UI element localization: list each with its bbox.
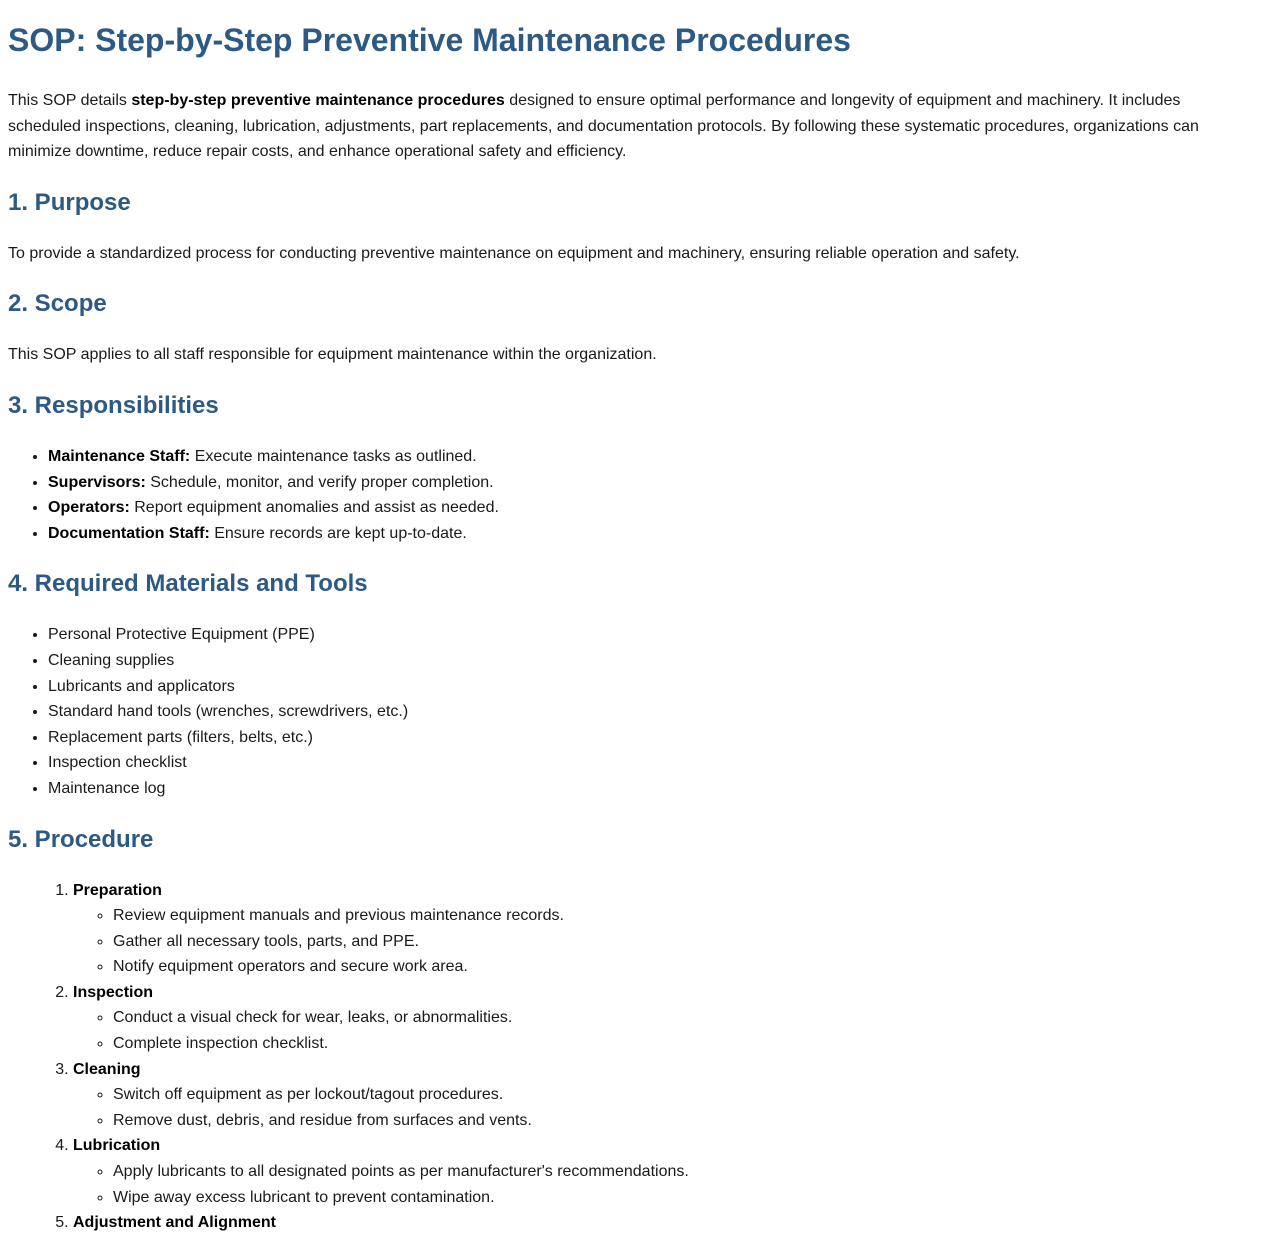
procedure-step	[73, 1057, 1255, 1134]
scope-text: This SOP applies to all staff responsible for equipment maintenance within the organization.	[8, 346, 657, 364]
procedure-step	[73, 1210, 1255, 1236]
role-description: Report equipment anomalies and assist as needed.	[129, 499, 499, 517]
list-item: • Cleaning supplies	[48, 648, 1255, 674]
substep-item: ◦ Switch off equipment as per lockout/tagout procedures.	[113, 1082, 1255, 1108]
substep-list	[73, 903, 1255, 980]
section-procedure	[8, 825, 1255, 1236]
list-item: • Standard hand tools (wrenches, screwdrivers, etc.)	[48, 699, 1255, 725]
substep-item: ◦ Conduct a visual check for wear, leaks, or abnormalities.	[113, 1005, 1255, 1031]
list-item: • Maintenance log	[48, 776, 1255, 802]
procedure-step	[73, 878, 1255, 980]
substep-list	[73, 1082, 1255, 1133]
substep-item: ◦ Review equipment manuals and previous maintenance records.	[113, 903, 1255, 929]
section-heading-scope: 2. Scope	[8, 290, 107, 318]
list-item	[48, 470, 1255, 496]
page-title: SOP: Step-by-Step Preventive Maintenance Procedures	[8, 22, 851, 58]
role-description: Ensure records are kept up-to-date.	[209, 524, 467, 542]
substep-item: ◦ Gather all necessary tools, parts, and PPE.	[113, 929, 1255, 955]
section-heading-materials: 4. Required Materials and Tools	[8, 570, 368, 598]
substep-item: ◦ Complete inspection checklist.	[113, 1031, 1255, 1057]
list-item	[48, 444, 1255, 470]
list-item: • Inspection checklist	[48, 750, 1255, 776]
role-label: Documentation Staff:	[48, 524, 210, 542]
role-description: Schedule, monitor, and verify proper completion.	[145, 473, 494, 491]
section-heading-responsibilities: 3. Responsibilities	[8, 391, 219, 419]
role-description: Execute maintenance tasks as outlined.	[190, 447, 477, 465]
procedure-steps	[8, 878, 1255, 1236]
section-responsibilities	[8, 391, 1255, 546]
list-item: • Personal Protective Equipment (PPE)	[48, 622, 1255, 648]
substep-item: ◦ Remove dust, debris, and residue from surfaces and vents.	[113, 1108, 1255, 1134]
role-label: Maintenance Staff:	[48, 447, 191, 465]
section-scope	[8, 289, 1255, 368]
step-title: Lubrication	[73, 1137, 161, 1155]
intro-rest: designed to ensure optimal performance and longevity of equipment and machinery. It includes scheduled inspections, cleaning, lubrication, adjustments, part replacements, and documentation protocols. By following these systematic procedures, organizations can minimize downtime, reduce repair costs, and enhance operational safety and efficiency.	[8, 92, 1199, 161]
role-label: Supervisors:	[48, 473, 146, 491]
purpose-text: To provide a standardized process for conducting preventive maintenance on equipment and machinery, ensuring reliable operation and safety.	[8, 244, 1020, 262]
substep-item: ◦ Apply lubricants to all designated points as per manufacturer's recommendations.	[113, 1159, 1255, 1185]
list-item: • Lubricants and applicators	[48, 674, 1255, 700]
section-heading-procedure: 5. Procedure	[8, 825, 154, 853]
section-purpose	[8, 188, 1255, 267]
substep-list	[73, 1005, 1255, 1056]
intro-lead: This SOP details	[8, 92, 132, 109]
list-item: • Replacement parts (filters, belts, etc.)	[48, 725, 1255, 751]
procedure-step	[73, 980, 1255, 1057]
intro-paragraph	[8, 88, 1225, 165]
step-title: Inspection	[73, 983, 154, 1001]
step-title: Cleaning	[73, 1060, 141, 1078]
substep-list	[73, 1159, 1255, 1210]
responsibilities-list	[8, 444, 1255, 546]
section-materials	[8, 569, 1255, 801]
step-title: Preparation	[73, 881, 162, 899]
materials-list	[8, 622, 1255, 801]
procedure-step	[73, 1133, 1255, 1210]
step-title: Adjustment and Alignment	[73, 1214, 276, 1232]
substep-item: ◦ Wipe away excess lubricant to prevent contamination.	[113, 1185, 1255, 1211]
section-heading-purpose: 1. Purpose	[8, 188, 131, 216]
list-item	[48, 521, 1255, 547]
list-item	[48, 495, 1255, 521]
intro-bold: step-by-step preventive maintenance procedures	[131, 92, 505, 109]
substep-item: ◦ Notify equipment operators and secure work area.	[113, 954, 1255, 980]
role-label: Operators:	[48, 499, 130, 517]
